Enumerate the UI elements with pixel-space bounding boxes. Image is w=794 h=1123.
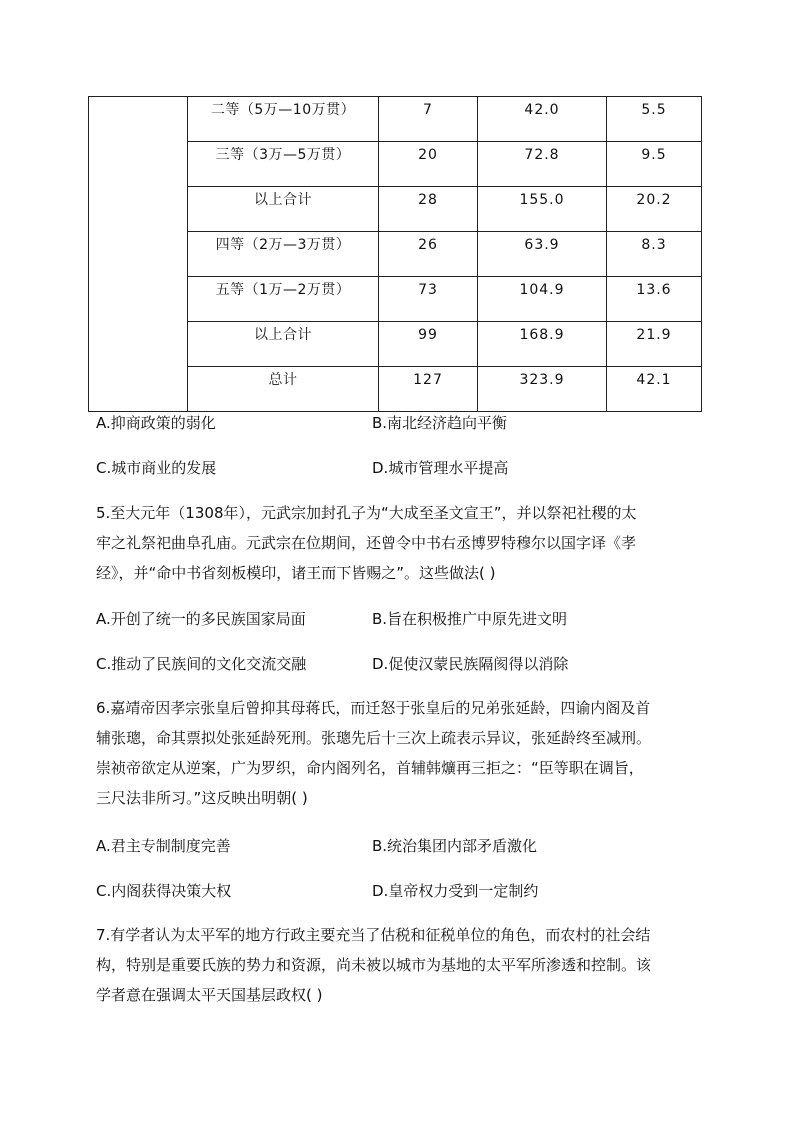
count-cell bbox=[379, 232, 478, 277]
q5-option-a[interactable]: A.开创了统一的多民族国家局面 bbox=[96, 610, 306, 628]
q7-question bbox=[96, 920, 700, 1010]
amount-cell-text: 42.0 bbox=[524, 102, 560, 118]
percent-cell bbox=[607, 97, 702, 142]
row-label-cell bbox=[188, 232, 379, 277]
percent-cell-text: 21.9 bbox=[636, 327, 672, 343]
table-row bbox=[89, 97, 702, 142]
q6-option-d[interactable]: D.皇帝权力受到一定制约 bbox=[372, 882, 539, 900]
amount-cell-text: 104.9 bbox=[519, 282, 565, 298]
table-merged-cell bbox=[89, 97, 188, 412]
count-cell-text: 26 bbox=[418, 237, 438, 253]
q6-line: 三尺法非所习。”这反映出明朝( ) bbox=[96, 789, 308, 807]
amount-cell bbox=[478, 367, 607, 412]
row-label-cell-text: 总计 bbox=[268, 372, 298, 388]
amount-cell bbox=[478, 142, 607, 187]
amount-cell bbox=[478, 322, 607, 367]
row-label-cell-text: 以上合计 bbox=[254, 192, 312, 208]
row-label-cell-text: 以上合计 bbox=[254, 327, 312, 343]
q6-line: 6.嘉靖帝因孝宗张皇后曾抑其母蒋氏，而迁怒于张皇后的兄弟张延龄，四谕内阁及首 bbox=[96, 699, 651, 717]
q7-line: 构，特别是重要氏族的势力和资源，尚未被以城市为基地的太平军所渗透和控制。该 bbox=[96, 956, 652, 974]
percent-cell bbox=[607, 187, 702, 232]
q6-line: 辅张璁，命其票拟处张延龄死刑。张璁先后十三次上疏表示异议，张延龄终至减刑。 bbox=[96, 729, 652, 747]
data-table bbox=[88, 96, 702, 412]
row-label-cell bbox=[188, 97, 379, 142]
q5-option-c[interactable]: C.推动了民族间的文化交流交融 bbox=[96, 655, 307, 673]
q4-option-c[interactable]: C.城市商业的发展 bbox=[96, 459, 217, 477]
percent-cell bbox=[607, 367, 702, 412]
q5-question bbox=[96, 498, 700, 588]
amount-cell bbox=[478, 277, 607, 322]
count-cell-text: 28 bbox=[418, 192, 438, 208]
amount-cell bbox=[478, 232, 607, 277]
q5-line: 牢之礼祭祀曲阜孔庙。元武宗在位期间，还曾令中书右丞博罗特穆尔以国字译《孝 bbox=[96, 534, 637, 552]
row-label-cell bbox=[188, 277, 379, 322]
q6-option-c[interactable]: C.内阁获得决策大权 bbox=[96, 882, 232, 900]
percent-cell bbox=[607, 277, 702, 322]
row-label-cell-text: 二等（5万—10万贯） bbox=[210, 102, 356, 118]
q6-question bbox=[96, 693, 700, 813]
row-label-cell bbox=[188, 322, 379, 367]
q5-option-b[interactable]: B.旨在积极推广中原先进文明 bbox=[372, 610, 568, 628]
percent-cell bbox=[607, 232, 702, 277]
percent-cell bbox=[607, 142, 702, 187]
q5-line: 5.至大元年（1308年），元武宗加封孔子为“大成至圣文宣王”，并以祭祀社稷的太 bbox=[96, 504, 637, 522]
q4-option-d[interactable]: D.城市管理水平提高 bbox=[372, 459, 509, 477]
q7-line: 学者意在强调太平天国基层政权( ) bbox=[96, 986, 323, 1004]
q6-option-a[interactable]: A.君主专制制度完善 bbox=[96, 837, 231, 855]
q4-option-b[interactable]: B.南北经济趋向平衡 bbox=[372, 414, 508, 432]
amount-cell-text: 72.8 bbox=[524, 147, 560, 163]
count-cell bbox=[379, 367, 478, 412]
amount-cell bbox=[478, 187, 607, 232]
row-label-cell-text: 三等（3万—5万贯） bbox=[215, 147, 351, 163]
q5-option-d[interactable]: D.促使汉蒙民族隔阂得以消除 bbox=[372, 655, 569, 673]
count-cell-text: 7 bbox=[423, 102, 433, 118]
q7-line: 7.有学者认为太平军的地方行政主要充当了估税和征税单位的角色，而农村的社会结 bbox=[96, 926, 651, 944]
count-cell-text: 20 bbox=[418, 147, 438, 163]
amount-cell-text: 155.0 bbox=[519, 192, 565, 208]
amount-cell-text: 63.9 bbox=[524, 237, 560, 253]
count-cell-text: 127 bbox=[413, 372, 443, 388]
percent-cell-text: 20.2 bbox=[636, 192, 672, 208]
amount-cell-text: 168.9 bbox=[519, 327, 565, 343]
row-label-cell bbox=[188, 367, 379, 412]
row-label-cell bbox=[188, 187, 379, 232]
q4-option-a[interactable]: A.抑商政策的弱化 bbox=[96, 414, 216, 432]
count-cell bbox=[379, 187, 478, 232]
q6-line: 崇祯帝欲定从逆案，广为罗织，命内阁列名，首辅韩爌再三拒之：“臣等职在调旨， bbox=[96, 759, 644, 777]
percent-cell-text: 5.5 bbox=[641, 102, 667, 118]
amount-cell bbox=[478, 97, 607, 142]
percent-cell-text: 9.5 bbox=[641, 147, 667, 163]
q6-option-b[interactable]: B.统治集团内部矛盾激化 bbox=[372, 837, 538, 855]
q5-line: 经》，并“命中书省刻板模印，诸王而下皆赐之”。这些做法( ) bbox=[96, 564, 496, 582]
percent-cell-text: 8.3 bbox=[641, 237, 667, 253]
percent-cell-text: 13.6 bbox=[636, 282, 672, 298]
count-cell bbox=[379, 277, 478, 322]
row-label-cell bbox=[188, 142, 379, 187]
count-cell-text: 73 bbox=[418, 282, 438, 298]
amount-cell-text: 323.9 bbox=[519, 372, 565, 388]
table-body bbox=[89, 97, 702, 412]
row-label-cell-text: 五等（1万—2万贯） bbox=[215, 282, 351, 298]
count-cell bbox=[379, 142, 478, 187]
percent-cell-text: 42.1 bbox=[636, 372, 672, 388]
row-label-cell-text: 四等（2万—3万贯） bbox=[215, 237, 351, 253]
percent-cell bbox=[607, 322, 702, 367]
count-cell bbox=[379, 322, 478, 367]
count-cell-text: 99 bbox=[418, 327, 438, 343]
count-cell bbox=[379, 97, 478, 142]
